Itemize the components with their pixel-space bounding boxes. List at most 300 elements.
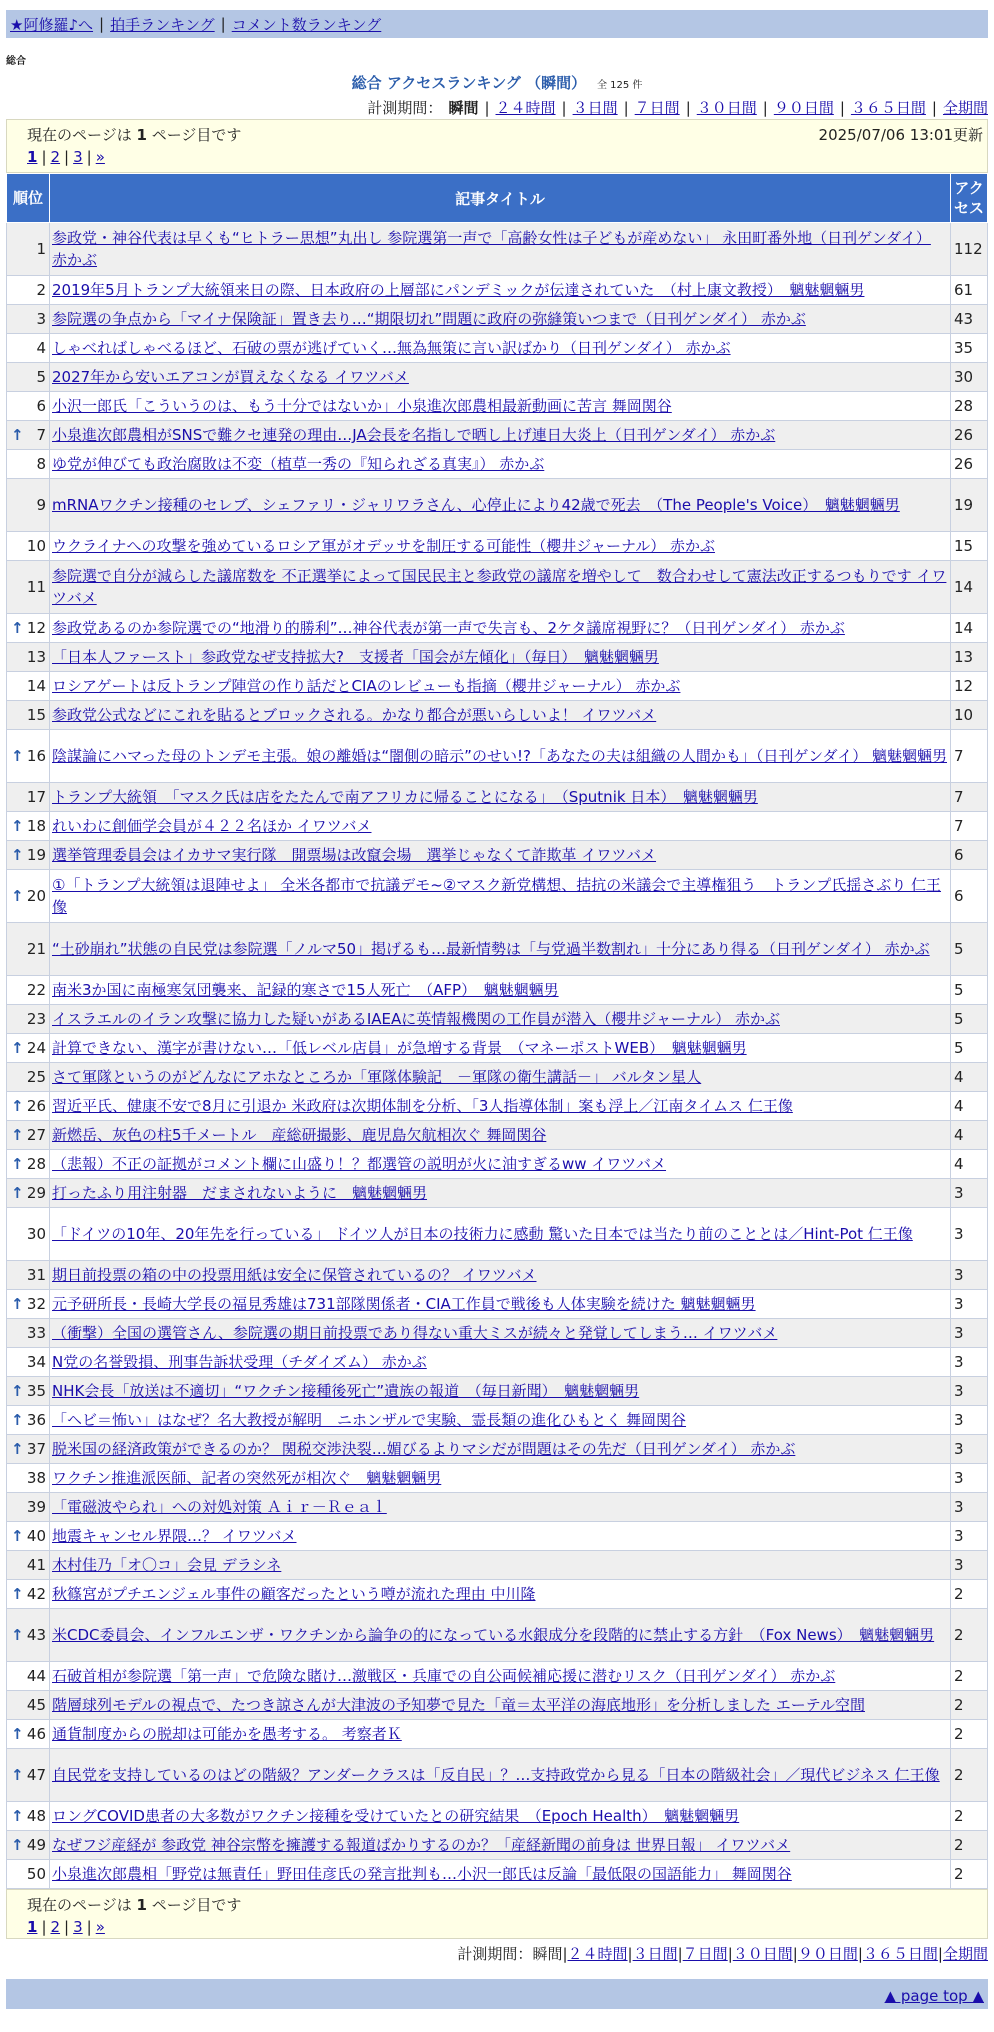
period-separator: | <box>792 1945 798 1963</box>
access-count: 15 <box>951 532 988 561</box>
rank-cell <box>7 1435 50 1464</box>
rank-cell <box>7 1522 50 1551</box>
page-link[interactable]: 1 <box>27 148 38 166</box>
table-row <box>7 1208 988 1261</box>
rank-number: 11 <box>26 578 46 596</box>
table-row <box>7 1005 988 1034</box>
table-row <box>7 1860 988 1889</box>
table-row <box>7 614 988 643</box>
rank-number: 25 <box>26 1068 46 1086</box>
period-separator: | <box>937 1945 943 1963</box>
access-count: 5 <box>951 1005 988 1034</box>
article-link[interactable]: 習近平氏、健康不安で8月に引退か 米政府は次期体制を分析、「3人指導体制」案も浮上／江南タイムス 仁王像 <box>52 1097 793 1115</box>
table-row <box>7 870 988 923</box>
period-label: 計測期間： <box>367 99 443 117</box>
access-count: 35 <box>951 334 988 363</box>
rank-cell <box>7 614 50 643</box>
table-row <box>7 1319 988 1348</box>
rank-number: 38 <box>26 1469 46 1487</box>
table-row <box>7 1493 988 1522</box>
rank-number: 32 <box>26 1295 46 1313</box>
table-row <box>7 1348 988 1377</box>
period-separator: | <box>839 99 845 117</box>
period-link[interactable]: 全期間 <box>942 1945 988 1963</box>
rank-number: 42 <box>26 1585 46 1603</box>
article-link[interactable]: 秋篠宮がプチエンジェル事件の顧客だったという噂が流れた理由 中川隆 <box>52 1585 536 1603</box>
table-row <box>7 1261 988 1290</box>
rank-up-icon: ↑ <box>11 1527 24 1545</box>
article-link[interactable]: トランプ大統領 「マスク氏は店をたたんで南アフリカに帰ることになる」 （Sputnik 日本） 魑魅魍魎男 <box>52 788 758 806</box>
article-link[interactable]: NHK会長「放送は不適切」“ワクチン接種後死亡”遺族の報道 （毎日新聞） 魑魅魍魎男 <box>52 1382 640 1400</box>
rank-header: 順位 <box>7 174 50 223</box>
table-row <box>7 1551 988 1580</box>
pager-separator: | <box>86 148 92 166</box>
page-link[interactable]: 2 <box>50 1918 61 1936</box>
access-count: 43 <box>951 305 988 334</box>
table-row <box>7 1522 988 1551</box>
rank-number: 13 <box>26 648 46 666</box>
rank-cell <box>7 841 50 870</box>
table-row <box>7 1802 988 1831</box>
article-link[interactable]: ゆ党が伸びても政治腐敗は不変（植草一秀の『知られざる真実』） 赤かぶ <box>52 455 545 473</box>
access-count: 4 <box>951 1063 988 1092</box>
article-link[interactable]: 通貨制度からの脱却は可能かを愚考する。 考察者Ｋ <box>52 1725 402 1743</box>
comment-ranking-link[interactable]: コメント数ランキング <box>231 15 382 34</box>
period-separator: | <box>685 99 691 117</box>
table-row <box>7 305 988 334</box>
article-link[interactable]: mRNAワクチン接種のセレブ、シェファリ・ジャリワラさん、心停止により42歳で死去 （The People's Voice） 魑魅魍魎男 <box>52 496 900 514</box>
rank-number: 10 <box>26 537 46 555</box>
access-count: 7 <box>951 783 988 812</box>
rank-number: 30 <box>26 1225 46 1243</box>
title-cell <box>50 1092 951 1121</box>
title-cell <box>50 1551 951 1580</box>
rank-number: 45 <box>26 1696 46 1714</box>
access-count: 2 <box>951 1831 988 1860</box>
rank-up-icon: ↑ <box>11 1382 24 1400</box>
rank-cell <box>7 1831 50 1860</box>
access-count: 2 <box>951 1609 988 1662</box>
period-link[interactable]: ３６５日間 <box>862 1945 938 1963</box>
title-cell <box>50 614 951 643</box>
article-link[interactable]: ロシアゲートは反トランプ陣営の作り話だとCIAのレビューも指摘（櫻井ジャーナル） 赤かぶ <box>52 677 681 695</box>
next-page-link[interactable]: » <box>95 1918 105 1936</box>
access-count: 3 <box>951 1377 988 1406</box>
rank-cell <box>7 870 50 923</box>
rank-cell <box>7 1493 50 1522</box>
title-cell <box>50 1348 951 1377</box>
article-link[interactable]: なぜフジ産経が 参政党 神谷宗幣を擁護する報道ばかりするのか？「産経新聞の前身は 世界日報」 イワツバメ <box>52 1836 791 1854</box>
rank-cell <box>7 1005 50 1034</box>
article-link[interactable]: ワクチン推進派医師、記者の突然死が相次ぐ 魑魅魍魎男 <box>52 1469 442 1487</box>
rank-number: 27 <box>26 1126 46 1144</box>
rank-number: 7 <box>36 426 46 444</box>
access-header: アクセス <box>951 174 988 223</box>
rank-up-icon: ↑ <box>11 1626 24 1644</box>
title-cell <box>50 976 951 1005</box>
rank-number: 44 <box>26 1667 46 1685</box>
period-separator: | <box>762 99 768 117</box>
title-cell <box>50 1493 951 1522</box>
rank-cell <box>7 223 50 276</box>
access-count: 14 <box>951 561 988 614</box>
article-link[interactable]: 参院選の争点から「マイナ保険証」置き去り…“期限切れ”問題に政府の弥縫策いつまで（日刊ゲンダイ） 赤かぶ <box>52 310 806 328</box>
rank-up-icon: ↑ <box>11 817 24 835</box>
article-link[interactable]: 木村佳乃「オ〇コ」会見 デラシネ <box>52 1556 282 1574</box>
article-link[interactable]: 石破首相が参院選「第一声」で危険な賭け…激戦区・兵庫での自公両候補応援に潜むリスク（日刊ゲンダイ） 赤かぶ <box>52 1667 836 1685</box>
article-link[interactable]: 2019年5月トランプ大統領来日の際、日本政府の上層部にパンデミックが伝達されていた （村上康文教授） 魑魅魍魎男 <box>52 281 865 299</box>
next-page-link[interactable]: » <box>95 148 105 166</box>
table-row <box>7 1121 988 1150</box>
ranking-table <box>6 173 988 1889</box>
page-link[interactable]: 2 <box>50 148 61 166</box>
rank-number: 36 <box>26 1411 46 1429</box>
article-link[interactable]: 「日本人ファースト」参政党なぜ支持拡大? 支援者「国会が左傾化」（毎日） 魑魅魍魎男 <box>52 648 659 666</box>
title-cell <box>50 1720 951 1749</box>
rank-number: 40 <box>26 1527 46 1545</box>
article-link[interactable]: イスラエルのイラン攻撃に協力した疑いがあるIAEAに英情報機関の工作員が潜入（櫻井ジャーナル） 赤かぶ <box>52 1010 780 1028</box>
footer-bar <box>6 1979 988 2009</box>
access-count: 14 <box>951 614 988 643</box>
title-cell <box>50 870 951 923</box>
access-count: 3 <box>951 1261 988 1290</box>
rank-number: 26 <box>26 1097 46 1115</box>
rank-number: 29 <box>26 1184 46 1202</box>
period-link[interactable]: ３日間 <box>572 99 618 117</box>
table-row <box>7 561 988 614</box>
article-link[interactable]: “土砂崩れ”状態の自民党は参院選「ノルマ50」掲げるも…最新情勢は「与党過半数割れ」十分にあり得る（日刊ゲンダイ） 赤かぶ <box>52 940 930 958</box>
period-separator: | <box>627 1945 633 1963</box>
table-row <box>7 1092 988 1121</box>
rank-number: 17 <box>26 788 46 806</box>
title-cell <box>50 421 951 450</box>
table-row <box>7 1377 988 1406</box>
period-current: 瞬間 <box>532 1945 563 1963</box>
access-count: 3 <box>951 1348 988 1377</box>
article-link[interactable]: 「ドイツの10年、20年先を行っている」 ドイツ人が日本の技術力に感動 驚いた日本では当たり前のこととは／Hint-Pot 仁王像 <box>52 1225 913 1243</box>
article-link[interactable]: 陰謀論にハマった母のトンデモ主張。娘の離婚は“闇側の暗示”のせい!?「あなたの夫は組織の人間かも」（日刊ゲンダイ） 魑魅魍魎男 <box>52 747 947 765</box>
rank-up-icon: ↑ <box>11 846 24 864</box>
table-row <box>7 1290 988 1319</box>
pager-top <box>27 148 105 166</box>
article-link[interactable]: さて軍隊というのがどんなにアホなところか「軍隊体験記 －軍隊の衛生講話－」 バルタン星人 <box>52 1068 702 1086</box>
rank-up-icon: ↑ <box>11 747 24 765</box>
article-link[interactable]: 打ったふり用注射器 だまされないように 魑魅魍魎男 <box>52 1184 428 1202</box>
pager-separator: | <box>86 1918 92 1936</box>
article-link[interactable]: N党の名誉毀損、刑事告訴状受理（チダイズム） 赤かぶ <box>52 1353 427 1371</box>
table-row <box>7 532 988 561</box>
article-link[interactable]: 「ヘビ＝怖い」はなぜ？名大教授が解明 ニホンザルで実験、霊長類の進化ひもとく 舞岡関谷 <box>52 1411 687 1429</box>
rank-number: 4 <box>36 339 46 357</box>
rank-up-icon: ↑ <box>11 1126 24 1144</box>
article-link[interactable]: 新燃岳、灰色の柱5千メートル 産総研撮影、鹿児島欠航相次ぐ 舞岡関谷 <box>52 1126 547 1144</box>
article-link[interactable]: れいわに創価学会員が４２２名ほか イワツバメ <box>52 817 372 835</box>
article-link[interactable]: 参政党公式などにこれを貼るとブロックされる。かなり都合が悪いらしいよ！ イワツバメ <box>52 706 657 724</box>
rank-number: 9 <box>36 496 46 514</box>
title-cell <box>50 223 951 276</box>
nav-separator: | <box>99 15 105 33</box>
period-selector-bottom <box>6 1943 988 1965</box>
access-count: 12 <box>951 672 988 701</box>
rank-up-icon: ↑ <box>11 1725 24 1743</box>
table-row <box>7 1749 988 1802</box>
access-count: 5 <box>951 923 988 976</box>
table-row <box>7 1609 988 1662</box>
title-cell <box>50 1406 951 1435</box>
article-link[interactable]: しゃべればしゃべるほど、石破の票が逃げていく…無為無策に言い訳ばかり（日刊ゲンダイ） 赤かぶ <box>52 339 731 357</box>
access-count: 2 <box>951 1720 988 1749</box>
rank-cell <box>7 1063 50 1092</box>
rank-number: 19 <box>26 846 46 864</box>
pager-separator: | <box>64 148 70 166</box>
current-page-number: 1 <box>136 126 147 144</box>
article-link[interactable]: （悲報）不正の証拠がコメント欄に山盛り！？都選管の説明が火に油すぎるww イワツバメ <box>52 1155 667 1173</box>
nav-separator: | <box>220 15 226 33</box>
rank-up-icon: ↑ <box>11 1155 24 1173</box>
table-row <box>7 1150 988 1179</box>
table-row <box>7 841 988 870</box>
period-link[interactable]: ２４時間 <box>567 1945 628 1963</box>
current-page-text: 現在のページは 1 ページ目です <box>27 1896 242 1914</box>
rank-cell <box>7 1749 50 1802</box>
rank-cell <box>7 1860 50 1889</box>
rank-cell <box>7 812 50 841</box>
pager-separator: | <box>41 148 47 166</box>
rank-cell <box>7 1609 50 1662</box>
period-link[interactable]: ２４時間 <box>495 99 556 117</box>
rank-up-icon: ↑ <box>11 1766 24 1784</box>
title-cell <box>50 1802 951 1831</box>
title-cell <box>50 363 951 392</box>
article-link[interactable]: 計算できない、漢字が書けない…「低レベル店員」が急増する背景 （マネーポストWEB） 魑魅魍魎男 <box>52 1039 747 1057</box>
rank-cell <box>7 421 50 450</box>
title-cell <box>50 1290 951 1319</box>
period-link[interactable]: ３０日間 <box>696 99 757 117</box>
article-link[interactable]: （衝撃）全国の選管さん、参院選の期日前投票であり得ない重大ミスが続々と発覚してしまう… イワツバメ <box>52 1324 778 1342</box>
rank-number: 23 <box>26 1010 46 1028</box>
title-cell <box>50 1749 951 1802</box>
access-count: 26 <box>951 421 988 450</box>
access-count: 3 <box>951 1522 988 1551</box>
table-row <box>7 1063 988 1092</box>
title-cell <box>50 812 951 841</box>
article-link[interactable]: 元予研所長・長崎大学長の福見秀雄は731部隊関係者・CIA工作員で戦後も人体実験を続けた 魑魅魍魎男 <box>52 1295 756 1313</box>
article-link[interactable]: 自民党を支持しているのはどの階級？アンダークラスは「反自民」？…支持政党から見る「日本の階級社会」／現代ビジネス 仁王像 <box>52 1766 940 1784</box>
rank-up-icon: ↑ <box>11 1836 24 1854</box>
rank-cell <box>7 1319 50 1348</box>
rank-number: 18 <box>26 817 46 835</box>
title-cell <box>50 783 951 812</box>
article-link[interactable]: 地震キャンセル界隈…？ イワツバメ <box>52 1527 297 1545</box>
access-count: 3 <box>951 1551 988 1580</box>
rank-up-icon: ↑ <box>11 1440 24 1458</box>
access-count: 7 <box>951 812 988 841</box>
title-header: 記事タイトル <box>50 174 951 223</box>
rank-number: 16 <box>26 747 46 765</box>
rank-cell <box>7 532 50 561</box>
title-cell <box>50 479 951 532</box>
rank-cell <box>7 1208 50 1261</box>
rank-cell <box>7 976 50 1005</box>
rank-up-icon: ↑ <box>11 887 24 905</box>
clap-ranking-link[interactable]: 拍手ランキング <box>110 15 215 34</box>
access-count: 26 <box>951 450 988 479</box>
article-link[interactable]: 「電磁波やられ」への対処対策 Ａｉｒ－Ｒｅａｌ <box>52 1498 387 1516</box>
rank-number: 31 <box>26 1266 46 1284</box>
access-count: 5 <box>951 976 988 1005</box>
rank-number: 48 <box>26 1807 46 1825</box>
rank-number: 22 <box>26 981 46 999</box>
table-row <box>7 1435 988 1464</box>
article-link[interactable]: ①「トランプ大統領は退陣せよ」 全米各都市で抗議デモ~②マスク新党構想、拮抗の米議会で主導権狙う トランプ氏揺さぶり 仁王像 <box>52 876 942 916</box>
title-cell <box>50 1580 951 1609</box>
page-link[interactable]: 3 <box>73 1918 83 1936</box>
table-row <box>7 783 988 812</box>
table-row <box>7 643 988 672</box>
page-top-link[interactable]: ▲ page top ▲ <box>884 1987 984 2005</box>
article-link[interactable]: 階層球列モデルの視点で、たつき諒さんが大津波の予知夢で見た「竜＝太平洋の海底地形」を分析しました エーテル空間 <box>52 1696 865 1714</box>
article-link[interactable]: 選挙管理委員会はイカサマ実行隊 開票場は改竄会場 選挙じゃなくて詐欺革 イワツバメ <box>52 846 657 864</box>
article-link[interactable]: 小沢一郎氏「こういうのは、もう十分ではないか」小泉進次郎農相最新動画に苦言 舞岡関谷 <box>52 397 672 415</box>
period-label: 計測期間： <box>457 1945 533 1963</box>
rank-up-icon: ↑ <box>11 1184 24 1202</box>
rank-cell <box>7 783 50 812</box>
period-link[interactable]: ９０日間 <box>773 99 834 117</box>
access-count: 2 <box>951 1662 988 1691</box>
period-link[interactable]: ７日間 <box>682 1945 728 1963</box>
title-cell <box>50 305 951 334</box>
title-cell <box>50 1691 951 1720</box>
access-count: 3 <box>951 1290 988 1319</box>
title-cell <box>50 1860 951 1889</box>
table-row <box>7 223 988 276</box>
access-count: 61 <box>951 276 988 305</box>
access-count: 7 <box>951 730 988 783</box>
table-row <box>7 1720 988 1749</box>
page-link[interactable]: 1 <box>27 1918 38 1936</box>
rank-cell <box>7 479 50 532</box>
title-cell <box>50 1179 951 1208</box>
period-separator: | <box>484 99 490 117</box>
table-row <box>7 1691 988 1720</box>
period-separator: | <box>561 99 567 117</box>
top-nav <box>6 10 988 38</box>
table-row <box>7 701 988 730</box>
rank-number: 12 <box>26 619 46 637</box>
page-info-bottom <box>6 1889 988 1939</box>
access-count: 6 <box>951 870 988 923</box>
title-cell <box>50 730 951 783</box>
rank-number: 43 <box>26 1626 46 1644</box>
title-cell <box>50 672 951 701</box>
table-row <box>7 421 988 450</box>
period-link[interactable]: 全期間 <box>942 99 988 117</box>
title-cell <box>50 1150 951 1179</box>
title-cell <box>50 1208 951 1261</box>
access-count: 3 <box>951 1435 988 1464</box>
access-count: 3 <box>951 1208 988 1261</box>
article-link[interactable]: 小泉進次郎農相がSNSで難クセ連発の理由…JA会長を名指しで晒し上げ連日大炎上（日刊ゲンダイ） 赤かぶ <box>52 426 776 444</box>
home-link[interactable]: ★阿修羅♪へ <box>10 15 94 34</box>
table-row <box>7 392 988 421</box>
table-row <box>7 1179 988 1208</box>
article-link[interactable]: 参政党あるのか参院選での“地滑り的勝利”…神谷代表が第一声で失言も、2ケタ議席視野に？（日刊ゲンダイ） 赤かぶ <box>52 619 845 637</box>
article-link[interactable]: 参政党・神谷代表は早くも“ヒトラー思想”丸出し 参院選第一声で「高齢女性は子どもが産めない」 永田町番外地（日刊ゲンダイ） 赤かぶ <box>52 229 931 269</box>
access-count: 28 <box>951 392 988 421</box>
table-row <box>7 1831 988 1860</box>
period-link[interactable]: ７日間 <box>634 99 680 117</box>
title-cell <box>50 1034 951 1063</box>
rank-number: 3 <box>36 310 46 328</box>
period-link[interactable]: ３日間 <box>632 1945 678 1963</box>
updated-timestamp: 2025/07/06 13:01更新 <box>818 126 983 144</box>
rank-number: 1 <box>36 240 46 258</box>
article-link[interactable]: 南米3か国に南極寒気団襲来、記録的寒さで15人死亡 （AFP） 魑魅魍魎男 <box>52 981 559 999</box>
rank-cell <box>7 1348 50 1377</box>
title-cell <box>50 1464 951 1493</box>
pager-separator: | <box>41 1918 47 1936</box>
rank-number: 20 <box>26 887 46 905</box>
article-link[interactable]: 米CDC委員会、インフルエンザ・ワクチンから論争の的になっている水銀成分を段階的に禁止する方針 （Fox News） 魑魅魍魎男 <box>52 1626 935 1644</box>
access-count: 3 <box>951 1406 988 1435</box>
rank-cell <box>7 1150 50 1179</box>
access-count: 3 <box>951 1464 988 1493</box>
period-link[interactable]: ９０日間 <box>797 1945 858 1963</box>
period-separator: | <box>931 99 937 117</box>
period-separator: | <box>677 1945 683 1963</box>
rank-number: 15 <box>26 706 46 724</box>
title-cell <box>50 532 951 561</box>
title-cell <box>50 1609 951 1662</box>
period-current: 瞬間 <box>448 99 479 117</box>
table-row <box>7 1580 988 1609</box>
table-row <box>7 450 988 479</box>
rank-number: 50 <box>26 1865 46 1883</box>
period-link[interactable]: ３６５日間 <box>850 99 926 117</box>
title-cell <box>50 1522 951 1551</box>
table-row <box>7 1662 988 1691</box>
rank-number: 39 <box>26 1498 46 1516</box>
rank-cell <box>7 1290 50 1319</box>
rank-cell <box>7 1261 50 1290</box>
article-link[interactable]: 2027年から安いエアコンが買えなくなる イワツバメ <box>52 368 409 386</box>
rank-cell <box>7 643 50 672</box>
rank-number: 5 <box>36 368 46 386</box>
title-cell <box>50 334 951 363</box>
table-row <box>7 1406 988 1435</box>
period-link[interactable]: ３０日間 <box>732 1945 793 1963</box>
period-separator: | <box>623 99 629 117</box>
article-link[interactable]: ウクライナへの攻撃を強めているロシア軍がオデッサを制圧する可能性（櫻井ジャーナル） 赤かぶ <box>52 537 715 555</box>
table-row <box>7 976 988 1005</box>
page-link[interactable]: 3 <box>73 148 83 166</box>
rank-number: 41 <box>26 1556 46 1574</box>
article-link[interactable]: 脱米国の経済政策ができるのか？ 関税交渉決裂…媚びるよりマシだが問題はその先だ（日刊ゲンダイ） 赤かぶ <box>52 1440 796 1458</box>
title-cell <box>50 1377 951 1406</box>
article-link[interactable]: 期日前投票の箱の中の投票用紙は安全に保管されているの？ イワツバメ <box>52 1266 537 1284</box>
rank-cell <box>7 276 50 305</box>
article-link[interactable]: 小泉進次郎農相「野党は無責任」野田佳彦氏の発言批判も…小沢一郎氏は反論「最低限の国語能力」 舞岡関谷 <box>52 1865 792 1883</box>
table-row <box>7 1034 988 1063</box>
title-cell <box>50 1319 951 1348</box>
period-separator: | <box>562 1945 568 1963</box>
article-link[interactable]: 参院選で自分が減らした議席数を 不正選挙によって国民民主と参政党の議席を増やして 数合わせして憲法改正するつもりです イワツバメ <box>52 567 947 607</box>
article-link[interactable]: ロングCOVID患者の大多数がワクチン接種を受けていたとの研究結果 （Epoch Health） 魑魅魍魎男 <box>52 1807 740 1825</box>
access-count: 5 <box>951 1034 988 1063</box>
rank-up-icon: ↑ <box>11 1585 24 1603</box>
table-row <box>7 334 988 363</box>
rank-up-icon: ↑ <box>11 426 24 444</box>
